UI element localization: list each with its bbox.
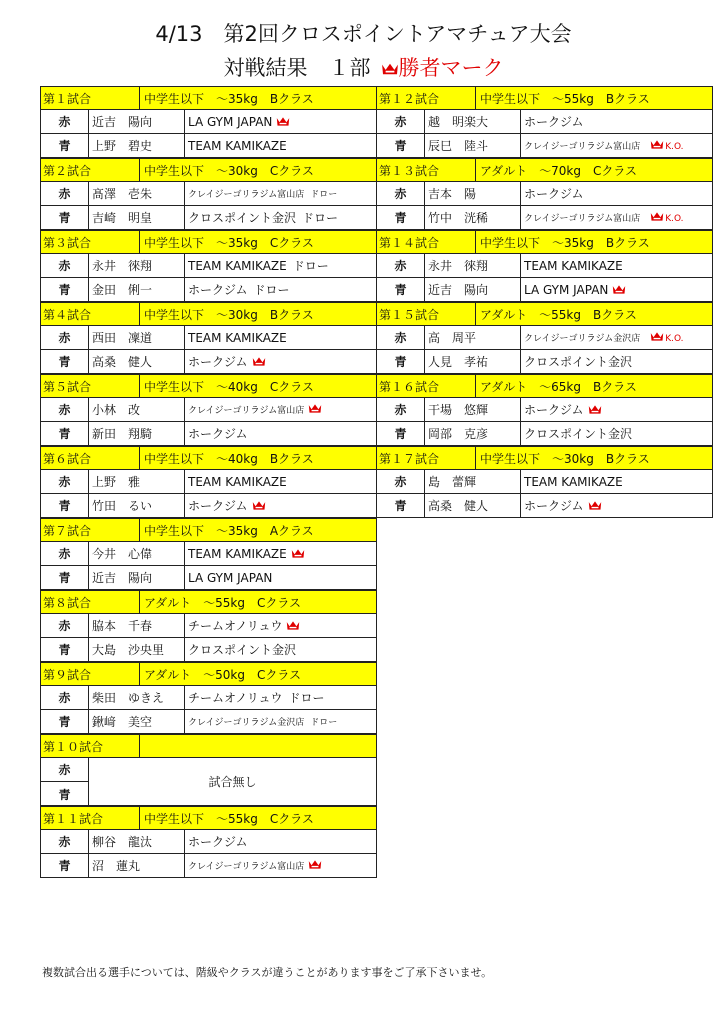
player-row — [40, 110, 377, 134]
player-team — [184, 494, 376, 517]
player-team — [520, 206, 712, 229]
player-team — [184, 542, 376, 565]
team-name: クレイジーゴリラジム富山店 — [524, 142, 641, 152]
team-name: TEAM KAMIKAZE — [188, 546, 287, 561]
player-row — [40, 638, 377, 662]
team-name: クロスポイント金沢 — [524, 427, 633, 441]
player-team — [520, 182, 712, 205]
player-name: 近吉 陽向 — [88, 110, 184, 133]
corner-label: 青 — [58, 283, 71, 297]
team-name: TEAM KAMIKAZE — [524, 258, 623, 273]
player-name: 西田 凜道 — [88, 326, 184, 349]
corner-label: 青 — [58, 211, 71, 225]
team-name: TEAM KAMIKAZE — [188, 474, 287, 489]
corner-label: 青 — [394, 427, 407, 441]
player-row — [376, 350, 713, 374]
match-header — [40, 374, 377, 398]
team-name: ホークジム — [524, 499, 584, 513]
corner-label: 赤 — [58, 115, 71, 129]
winner-indicator — [584, 403, 602, 417]
match-class: 中学生以下 ～35kg Cクラス — [139, 231, 376, 253]
match-header — [376, 86, 713, 110]
player-name: 高 周平 — [424, 326, 520, 349]
match-header — [376, 374, 713, 398]
corner-label: 赤 — [394, 475, 407, 489]
match-class: 中学生以下 ～40kg Bクラス — [139, 447, 376, 469]
player-name: 脇本 千春 — [88, 614, 184, 637]
corner-label: 赤 — [394, 403, 407, 417]
player-name: 高桑 健人 — [88, 350, 184, 373]
player-name: 人見 孝祐 — [424, 350, 520, 373]
no-match-row — [40, 758, 377, 806]
winner-indicator — [304, 403, 322, 416]
player-name: 金田 俐一 — [88, 278, 184, 301]
team-name: クレイジーゴリラジム富山店 — [188, 190, 305, 200]
crown-icon — [381, 62, 399, 76]
team-name: TEAM KAMIKAZE — [188, 258, 287, 273]
player-name: 小林 改 — [88, 398, 184, 421]
match-header — [40, 446, 377, 470]
match-number: 第９試合 — [43, 667, 92, 682]
winner-indicator — [304, 859, 322, 872]
team-name: クロスポイント金沢 — [524, 355, 633, 369]
corner-label: 青 — [58, 499, 71, 513]
match-block — [376, 230, 713, 302]
player-name: 上野 雅 — [88, 470, 184, 493]
crown-icon — [286, 620, 300, 631]
player-row — [376, 134, 713, 158]
match-class: 中学生以下 ～55kg Bクラス — [475, 87, 712, 109]
result-label: ドロー — [302, 211, 339, 225]
match-class: アダルト ～50kg Cクラス — [139, 663, 376, 685]
corner-labels — [41, 758, 88, 805]
player-team — [184, 278, 376, 301]
corner-label: 青 — [394, 355, 407, 369]
match-header — [40, 302, 377, 326]
corner-label: 青 — [58, 427, 71, 441]
team-name: チームオノリュウ — [188, 691, 283, 705]
match-number: 第１試合 — [43, 91, 92, 106]
match-block — [376, 302, 713, 374]
team-name: クレイジーゴリラジム富山店 — [188, 406, 305, 416]
winner-indicator — [248, 499, 266, 513]
match-block — [40, 806, 377, 878]
match-number: 第１７試合 — [379, 451, 440, 466]
match-number: 第４試合 — [43, 307, 92, 322]
player-row — [376, 494, 713, 518]
player-team — [520, 326, 712, 349]
player-name: 永井 徠翔 — [88, 254, 184, 277]
player-row — [40, 350, 377, 374]
corner-label: 青 — [394, 139, 407, 153]
player-team — [184, 566, 376, 589]
winner-indicator — [248, 355, 266, 369]
team-name: クレイジーゴリラジム金沢店 — [524, 334, 641, 344]
player-team — [520, 398, 712, 421]
match-block — [376, 158, 713, 230]
result-label: ドロー — [310, 718, 338, 728]
corner-label: 赤 — [58, 763, 71, 777]
player-team — [184, 710, 376, 733]
player-team — [184, 134, 376, 157]
player-name: 越 明楽大 — [424, 110, 520, 133]
no-match-text: 試合無し — [88, 758, 376, 805]
player-team — [520, 254, 712, 277]
player-team — [520, 110, 712, 133]
page-subtitle — [0, 52, 727, 82]
match-number: 第１６試合 — [379, 379, 440, 394]
corner-label: 赤 — [58, 691, 71, 705]
player-team — [184, 398, 376, 421]
team-name: ホークジム — [188, 427, 248, 441]
player-team — [520, 470, 712, 493]
corner-label: 赤 — [58, 547, 71, 561]
match-class: 中学生以下 ～30kg Cクラス — [139, 159, 376, 181]
match-number: 第１３試合 — [379, 163, 440, 178]
right-match-column — [376, 86, 713, 518]
match-class: 中学生以下 ～35kg Bクラス — [139, 87, 376, 109]
team-name: クレイジーゴリラジム富山店 — [524, 214, 641, 224]
corner-label: 青 — [394, 211, 407, 225]
player-row — [40, 134, 377, 158]
player-name: 大島 沙央里 — [88, 638, 184, 661]
team-name: TEAM KAMIKAZE — [188, 330, 287, 345]
player-name: 辰巳 陸斗 — [424, 134, 520, 157]
player-row — [40, 278, 377, 302]
corner-label: 青 — [58, 715, 71, 729]
player-team — [184, 854, 376, 877]
player-team — [520, 134, 712, 157]
match-class: 中学生以下 ～30kg Bクラス — [139, 303, 376, 325]
player-row — [40, 398, 377, 422]
corner-label: 青 — [394, 283, 407, 297]
player-team — [184, 350, 376, 373]
player-row — [40, 830, 377, 854]
page-subtitle-text: 対戦結果 １部 — [223, 56, 371, 80]
team-name: クロスポイント金沢 — [188, 211, 297, 225]
team-name: ホークジム — [524, 403, 584, 417]
team-name: ホークジム — [188, 499, 248, 513]
winner-indicator — [646, 139, 683, 152]
crown-icon — [252, 500, 266, 511]
corner-label: 赤 — [58, 619, 71, 633]
crown-icon — [308, 859, 322, 870]
match-block — [40, 590, 377, 662]
player-name: 竹田 るい — [88, 494, 184, 517]
player-team — [520, 494, 712, 517]
match-block — [40, 158, 377, 230]
player-team — [520, 422, 712, 445]
player-row — [40, 470, 377, 494]
match-class: アダルト ～55kg Bクラス — [475, 303, 712, 325]
match-block — [376, 86, 713, 158]
match-header — [376, 158, 713, 182]
match-block — [40, 230, 377, 302]
winner-indicator — [646, 211, 683, 224]
player-name: 新田 翔騎 — [88, 422, 184, 445]
player-row — [376, 422, 713, 446]
result-label: ドロー — [310, 190, 338, 200]
corner-label: 青 — [58, 139, 71, 153]
match-number: 第１０試合 — [43, 739, 104, 754]
winner-indicator — [646, 331, 683, 344]
corner-label: 青 — [58, 571, 71, 585]
player-team — [520, 350, 712, 373]
match-class: 中学生以下 ～35kg Aクラス — [139, 519, 376, 541]
player-row — [376, 206, 713, 230]
team-name: クレイジーゴリラジム金沢店 — [188, 718, 305, 728]
player-name: 干場 悠輝 — [424, 398, 520, 421]
player-row — [376, 254, 713, 278]
player-team — [184, 686, 376, 709]
crown-icon — [276, 116, 290, 127]
player-team — [184, 110, 376, 133]
crown-icon — [588, 500, 602, 511]
crown-icon — [650, 211, 664, 222]
player-name: 岡部 克彦 — [424, 422, 520, 445]
team-name: LA GYM JAPAN — [188, 114, 273, 129]
team-name: ホークジム — [188, 355, 248, 369]
player-team — [184, 614, 376, 637]
winner-mark-legend — [381, 56, 504, 80]
footnote: 複数試合出る選手については、階級やクラスが違うことがあります事をご了承下さいませ。 — [42, 966, 493, 979]
team-name: ホークジム — [524, 115, 584, 129]
match-class: アダルト ～70kg Cクラス — [475, 159, 712, 181]
team-name: チームオノリュウ — [188, 619, 283, 633]
match-block — [376, 446, 713, 518]
corner-label: 赤 — [58, 259, 71, 273]
player-name: 鍬﨑 美空 — [88, 710, 184, 733]
corner-label: 赤 — [58, 835, 71, 849]
match-class: 中学生以下 ～30kg Bクラス — [475, 447, 712, 469]
ko-label: K.O. — [665, 214, 684, 224]
team-name: TEAM KAMIKAZE — [188, 138, 287, 153]
player-team — [184, 830, 376, 853]
player-row — [40, 614, 377, 638]
ko-label: K.O. — [665, 142, 684, 152]
match-number: 第１１試合 — [43, 811, 104, 826]
match-block — [40, 446, 377, 518]
match-class: 中学生以下 ～55kg Cクラス — [139, 807, 376, 829]
player-name: 柳谷 龍汰 — [88, 830, 184, 853]
match-header — [40, 86, 377, 110]
player-row — [40, 710, 377, 734]
match-number: 第７試合 — [43, 523, 92, 538]
corner-label: 赤 — [394, 259, 407, 273]
team-name: ホークジム — [188, 283, 248, 297]
match-number: 第６試合 — [43, 451, 92, 466]
match-class — [139, 735, 376, 757]
match-number: 第３試合 — [43, 235, 92, 250]
corner-label: 赤 — [58, 187, 71, 201]
match-header — [40, 662, 377, 686]
player-name: 近吉 陽向 — [424, 278, 520, 301]
crown-icon — [291, 548, 305, 559]
match-number: 第１５試合 — [379, 307, 440, 322]
winner-indicator — [584, 499, 602, 513]
team-name: LA GYM JAPAN — [524, 282, 609, 297]
left-match-column — [40, 86, 377, 878]
match-block — [40, 518, 377, 590]
corner-label: 赤 — [394, 115, 407, 129]
corner-label: 赤 — [58, 331, 71, 345]
player-name: 竹中 洸稀 — [424, 206, 520, 229]
player-team — [520, 278, 712, 301]
player-team — [184, 470, 376, 493]
ko-label: K.O. — [665, 334, 684, 344]
winner-indicator — [282, 619, 300, 633]
match-header — [40, 518, 377, 542]
player-row — [376, 326, 713, 350]
match-block — [40, 302, 377, 374]
match-class: アダルト ～55kg Cクラス — [139, 591, 376, 613]
corner-label: 赤 — [394, 187, 407, 201]
player-name: 吉本 陽 — [424, 182, 520, 205]
result-label: ドロー — [288, 691, 325, 705]
player-row — [40, 254, 377, 278]
player-row — [376, 278, 713, 302]
player-team — [184, 326, 376, 349]
team-name: クロスポイント金沢 — [188, 643, 297, 657]
match-class: 中学生以下 ～40kg Cクラス — [139, 375, 376, 397]
player-row — [376, 182, 713, 206]
crown-icon — [252, 356, 266, 367]
winner-indicator — [608, 283, 626, 297]
player-row — [40, 494, 377, 518]
player-row — [40, 422, 377, 446]
match-block — [40, 662, 377, 734]
player-row — [376, 470, 713, 494]
match-header — [376, 302, 713, 326]
player-name: 上野 碧史 — [88, 134, 184, 157]
player-team — [184, 638, 376, 661]
match-block — [376, 374, 713, 446]
match-class: 中学生以下 ～35kg Bクラス — [475, 231, 712, 253]
result-label: ドロー — [253, 283, 290, 297]
corner-label: 青 — [58, 643, 71, 657]
corner-label: 青 — [58, 859, 71, 873]
corner-label: 赤 — [58, 403, 71, 417]
player-name: 島 蕾輝 — [424, 470, 520, 493]
result-label: ドロー — [292, 259, 329, 273]
winner-indicator — [272, 115, 290, 129]
player-team — [184, 422, 376, 445]
match-header — [40, 158, 377, 182]
corner-label: 赤 — [394, 331, 407, 345]
team-name: TEAM KAMIKAZE — [524, 474, 623, 489]
team-name: ホークジム — [524, 187, 584, 201]
player-row — [40, 686, 377, 710]
player-name: 髙澤 壱朱 — [88, 182, 184, 205]
player-row — [376, 110, 713, 134]
match-header — [40, 230, 377, 254]
player-team — [184, 254, 376, 277]
team-name: ホークジム — [188, 835, 248, 849]
match-header — [40, 734, 377, 758]
player-row — [40, 206, 377, 230]
corner-label: 青 — [58, 355, 71, 369]
player-row — [376, 398, 713, 422]
match-number: 第５試合 — [43, 379, 92, 394]
crown-icon — [588, 404, 602, 415]
match-block — [40, 734, 377, 806]
player-row — [40, 326, 377, 350]
match-number: 第２試合 — [43, 163, 92, 178]
corner-label: 青 — [41, 781, 88, 806]
player-name: 今井 心偉 — [88, 542, 184, 565]
player-name: 高桑 健人 — [424, 494, 520, 517]
corner-label: 青 — [394, 499, 407, 513]
crown-icon — [308, 403, 322, 414]
player-row — [40, 182, 377, 206]
player-row — [40, 566, 377, 590]
crown-icon — [650, 331, 664, 342]
winner-mark-label: 勝者マーク — [398, 56, 504, 80]
match-header — [40, 590, 377, 614]
player-name: 永井 徠翔 — [424, 254, 520, 277]
match-number: 第８試合 — [43, 595, 92, 610]
match-block — [40, 86, 377, 158]
player-name: 沼 蓮丸 — [88, 854, 184, 877]
team-name: クレイジーゴリラジム富山店 — [188, 862, 305, 872]
corner-label: 赤 — [58, 475, 71, 489]
match-number: 第１２試合 — [379, 91, 440, 106]
match-header — [376, 230, 713, 254]
player-name: 近吉 陽向 — [88, 566, 184, 589]
match-number: 第１４試合 — [379, 235, 440, 250]
winner-indicator — [287, 547, 305, 561]
player-team — [184, 182, 376, 205]
player-team — [184, 206, 376, 229]
crown-icon — [650, 139, 664, 150]
player-name: 吉崎 明皇 — [88, 206, 184, 229]
match-header — [40, 806, 377, 830]
team-name: LA GYM JAPAN — [188, 570, 273, 585]
crown-icon — [612, 284, 626, 295]
player-row — [40, 854, 377, 878]
match-block — [40, 374, 377, 446]
player-row — [40, 542, 377, 566]
player-name: 柴田 ゆきえ — [88, 686, 184, 709]
page-title: 4/13 第2回クロスポイントアマチュア大会 — [155, 22, 572, 46]
match-class: アダルト ～65kg Bクラス — [475, 375, 712, 397]
match-header — [376, 446, 713, 470]
